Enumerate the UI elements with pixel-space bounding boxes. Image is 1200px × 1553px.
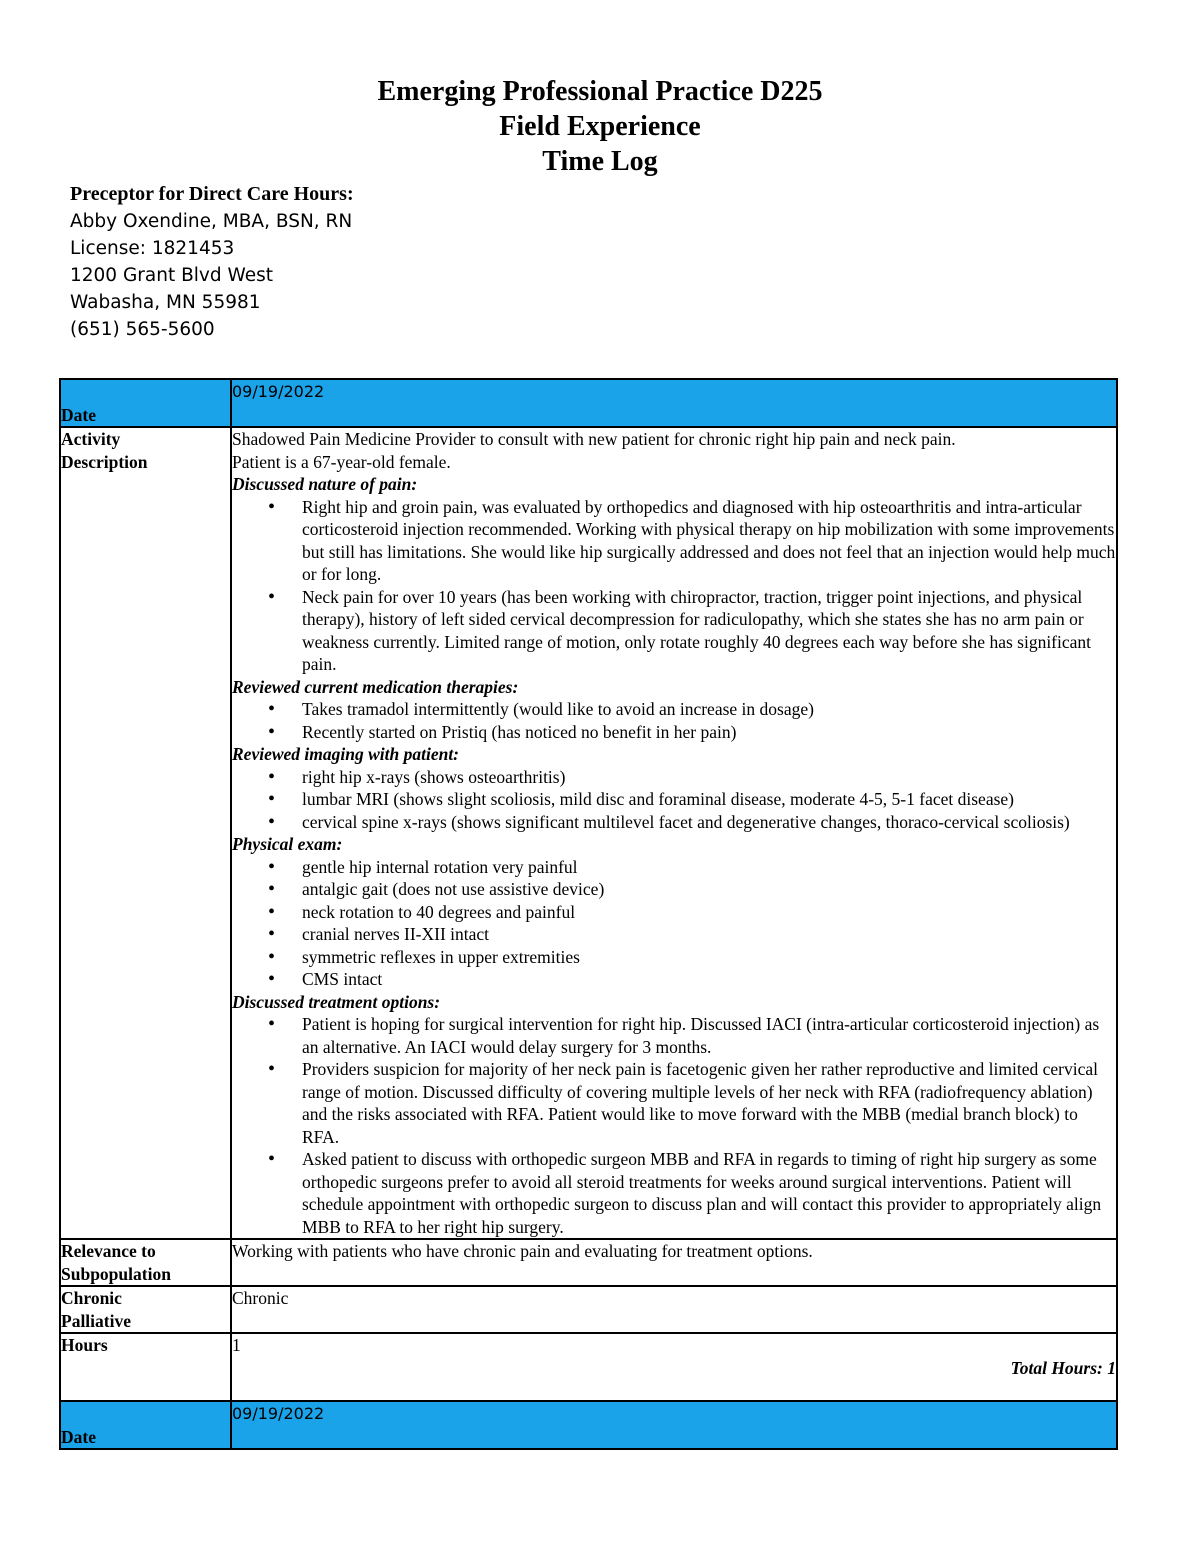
- list-item: • Takes tramadol intermittently (would like to avoid an increase in dosage): [232, 698, 1116, 721]
- section-heading: Physical exam:: [232, 834, 343, 854]
- activity-label-line: Description: [61, 451, 148, 472]
- hours-value: 1: [232, 1335, 241, 1355]
- bullet-list: [232, 766, 1116, 834]
- activity-description: [231, 427, 1117, 1239]
- hours-label: Hours: [60, 1333, 231, 1401]
- list-item: • Patient is hoping for surgical intervention for right hip. Discussed IACI (intra-articular corticosteroid injection) as an alternative. An IACI would delay surgery for 3 months.: [232, 1013, 1116, 1058]
- chronic-value: Chronic: [231, 1286, 1117, 1333]
- chronic-label-line: Palliative: [61, 1310, 131, 1331]
- list-item: • symmetric reflexes in upper extremities: [232, 946, 1116, 969]
- date-row: [60, 379, 1117, 427]
- preceptor-name: Abby Oxendine, MBA, BSN, RN: [70, 211, 353, 232]
- bullet-list: [232, 1013, 1116, 1238]
- title-line: Time Log: [542, 146, 658, 177]
- date-row: [60, 1401, 1117, 1449]
- chronic-label: [60, 1286, 231, 1333]
- hours-cell: [231, 1333, 1117, 1401]
- section-heading: Discussed nature of pain:: [232, 474, 418, 494]
- list-item: • cranial nerves II-XII intact: [232, 923, 1116, 946]
- time-log-table: [59, 378, 1118, 1450]
- preceptor-license: License: 1821453: [70, 238, 235, 259]
- date-value: 09/19/2022: [231, 1401, 1117, 1449]
- list-item: • antalgic gait (does not use assistive device): [232, 878, 1116, 901]
- list-item: • cervical spine x-rays (shows significant multilevel facet and degenerative changes, thoraco-cervical scoliosis): [232, 811, 1116, 834]
- bullet-list: [232, 856, 1116, 991]
- list-item: • Providers suspicion for majority of her neck pain is facetogenic given her rather reproductive and limited cervical range of motion. Discussed difficulty of covering multiple levels of her neck with RFA (radiofrequency ablation) and the risks associated with RFA. Patient would like to move forward with the MBB (medial branch block) to RFA.: [232, 1058, 1116, 1148]
- preceptor-heading: Preceptor for Direct Care Hours:: [70, 183, 354, 205]
- relevance-label-line: Relevance to: [61, 1241, 156, 1261]
- activity-label-line: Activity: [61, 429, 121, 449]
- list-item: • Recently started on Pristiq (has noticed no benefit in her pain): [232, 721, 1116, 744]
- date-label: Date: [60, 379, 231, 427]
- section-heading: Reviewed current medication therapies:: [232, 676, 519, 697]
- title-line: Field Experience: [499, 111, 701, 142]
- relevance-value: Working with patients who have chronic pain and evaluating for treatment options.: [231, 1239, 1117, 1286]
- section-heading: Discussed treatment options:: [232, 991, 441, 1012]
- total-hours: Total Hours: 1: [1010, 1357, 1116, 1378]
- chronic-label-line: Chronic: [61, 1288, 122, 1308]
- date-label: Date: [60, 1401, 231, 1449]
- section-heading: Reviewed imaging with patient:: [232, 744, 460, 764]
- preceptor-city: Wabasha, MN 55981: [70, 292, 261, 313]
- chronic-row: [60, 1286, 1117, 1333]
- activity-label: [60, 427, 231, 1239]
- relevance-label: [60, 1239, 231, 1286]
- bullet-list: [232, 496, 1116, 676]
- list-item: • Asked patient to discuss with orthopedic surgeon MBB and RFA in regards to timing of right hip surgery as some orthopedic surgeons prefer to avoid all steroid treatments for weeks around surgical interventions. Patient will schedule appointment with orthopedic surgeon to discuss plan and will contact this provider to appropriately align MBB to RFA to her right hip surgery.: [232, 1148, 1116, 1238]
- relevance-row: [60, 1239, 1117, 1286]
- activity-row: [60, 427, 1117, 1239]
- hours-row: [60, 1333, 1117, 1401]
- bullet-list: [232, 698, 1116, 743]
- list-item: • Right hip and groin pain, was evaluated by orthopedics and diagnosed with hip osteoarthritis and intra-articular corticosteroid injection recommended. Working with physical therapy on hip mobilization with some improvements but still has limitations. She would like hip surgically addressed and does not feel that an injection would help much or for long.: [232, 496, 1116, 586]
- list-item: • gentle hip internal rotation very painful: [232, 856, 1116, 879]
- list-item: • CMS intact: [232, 968, 1116, 991]
- preceptor-phone: (651) 565-5600: [70, 319, 215, 340]
- date-value: 09/19/2022: [231, 379, 1117, 427]
- activity-intro: Shadowed Pain Medicine Provider to consult with new patient for chronic right hip pain and neck pain.: [232, 429, 956, 449]
- activity-intro: Patient is a 67-year-old female.: [232, 451, 451, 472]
- list-item: • neck rotation to 40 degrees and painful: [232, 901, 1116, 924]
- list-item: • lumbar MRI (shows slight scoliosis, mild disc and foraminal disease, moderate 4-5, 5-1 facet disease): [232, 788, 1116, 811]
- preceptor-info: [70, 181, 354, 343]
- document-title: [0, 74, 1200, 179]
- title-line: Emerging Professional Practice D225: [377, 76, 823, 107]
- preceptor-street: 1200 Grant Blvd West: [70, 265, 273, 286]
- list-item: • right hip x-rays (shows osteoarthritis): [232, 766, 1116, 789]
- relevance-label-line: Subpopulation: [61, 1263, 171, 1284]
- list-item: • Neck pain for over 10 years (has been working with chiropractor, traction, trigger point injections, and physical therapy), history of left sided cervical decompression for radiculopathy, which she states she has no arm pain or weakness currently. Limited range of motion, only rotate roughly 40 degrees each way before she has significant pain.: [232, 586, 1116, 676]
